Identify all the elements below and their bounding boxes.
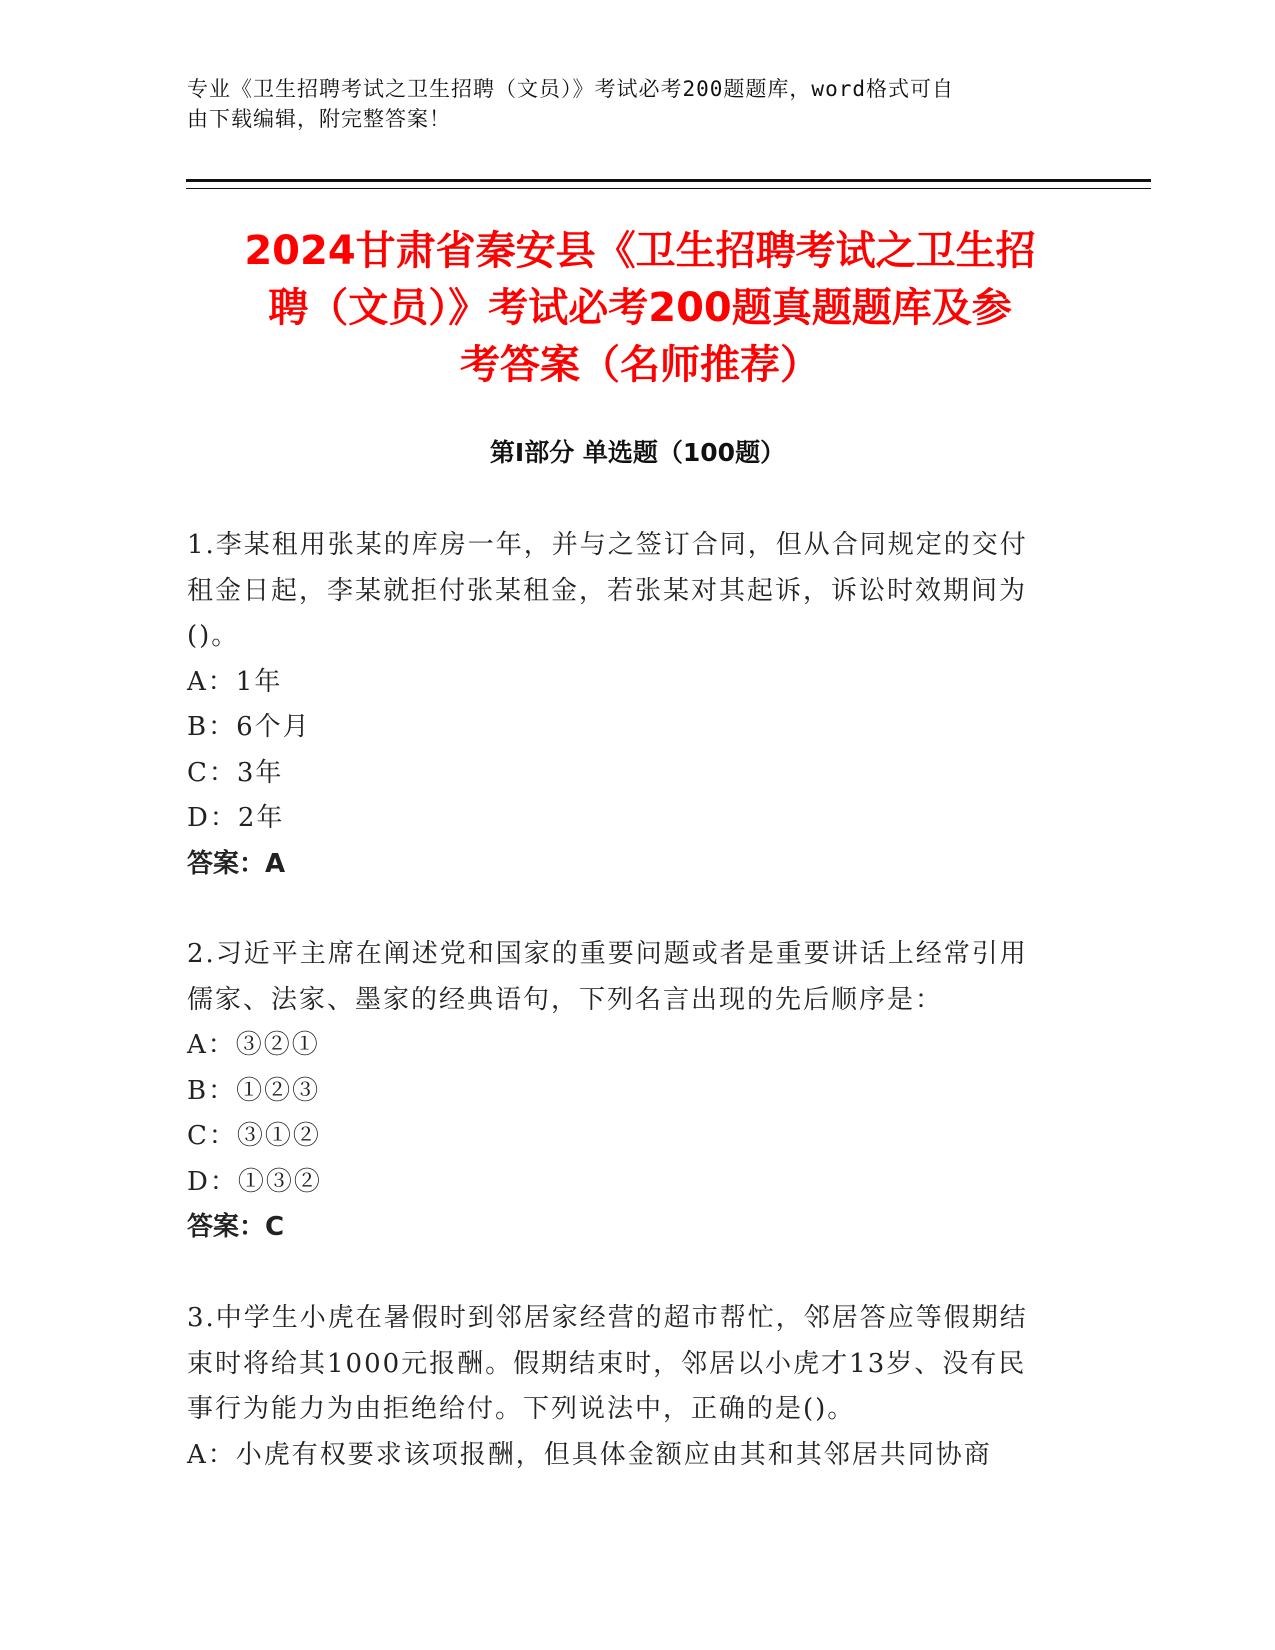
question-2-option-a: A：③②① (187, 1030, 320, 1060)
question-2 (187, 932, 1067, 1251)
question-1-stem-line-3: ()。 (187, 621, 240, 651)
header-rule-thick (186, 179, 1151, 182)
title-line-3: 考答案（名师推荐） (460, 342, 820, 388)
header-rule-thin (186, 188, 1151, 189)
question-3 (187, 1296, 1067, 1478)
question-1-option-a: A：1年 (187, 666, 283, 697)
intro-text (187, 74, 1087, 134)
document-title (160, 223, 1120, 394)
question-3-option-a: A：小虎有权要求该项报酬，但具体金额应由其和其邻居共同协商 (187, 1439, 992, 1470)
intro-line-1: 专业《卫生招聘考试之卫生招聘（文员）》考试必考200题题库，word格式可自 (187, 77, 954, 101)
question-2-stem-line-2: 儒家、法家、墨家的经典语句，下列名言出现的先后顺序是： (187, 984, 944, 1015)
question-1-option-d: D：2年 (187, 803, 285, 833)
question-1-option-c: C：3年 (187, 757, 284, 788)
question-3-stem-line-2: 束时将给其1000元报酬。假期结束时，邻居以小虎才13岁、没有民 (187, 1348, 1027, 1379)
question-3-stem-line-3: 事行为能力为由拒绝给付。下列说法中，正确的是()。 (187, 1394, 856, 1424)
question-1 (187, 523, 1067, 887)
question-2-option-c: C：③①② (187, 1121, 321, 1151)
title-line-2: 聘（文员）》考试必考200题真题题库及参 (268, 285, 1012, 331)
question-1-stem-line-2: 租金日起，李某就拒付张某租金，若张某对其起诉，诉讼时效期间为 (187, 575, 1028, 606)
question-2-option-b: B：①②③ (187, 1075, 321, 1106)
question-2-answer: 答案：C (187, 1212, 285, 1242)
question-3-stem-line-1: 3.中学生小虎在暑假时到邻居家经营的超市帮忙，邻居答应等假期结 (187, 1303, 1028, 1333)
question-2-option-d: D：①③② (187, 1166, 322, 1197)
question-1-option-b: B：6个月 (187, 712, 311, 742)
section-heading: 第Ⅰ部分 单选题（100题） (489, 438, 786, 467)
question-1-answer: 答案：A (187, 848, 286, 879)
question-2-stem-line-1: 2.习近平主席在阐述党和国家的重要问题或者是重要讲话上经常引用 (187, 939, 1028, 969)
title-line-1: 2024甘肃省秦安县《卫生招聘考试之卫生招 (244, 228, 1036, 274)
question-1-stem-line-1: 1.李某租用张某的库房一年，并与之签订合同，但从合同规定的交付 (187, 530, 1028, 560)
intro-line-2: 由下载编辑，附完整答案！ (187, 107, 451, 131)
